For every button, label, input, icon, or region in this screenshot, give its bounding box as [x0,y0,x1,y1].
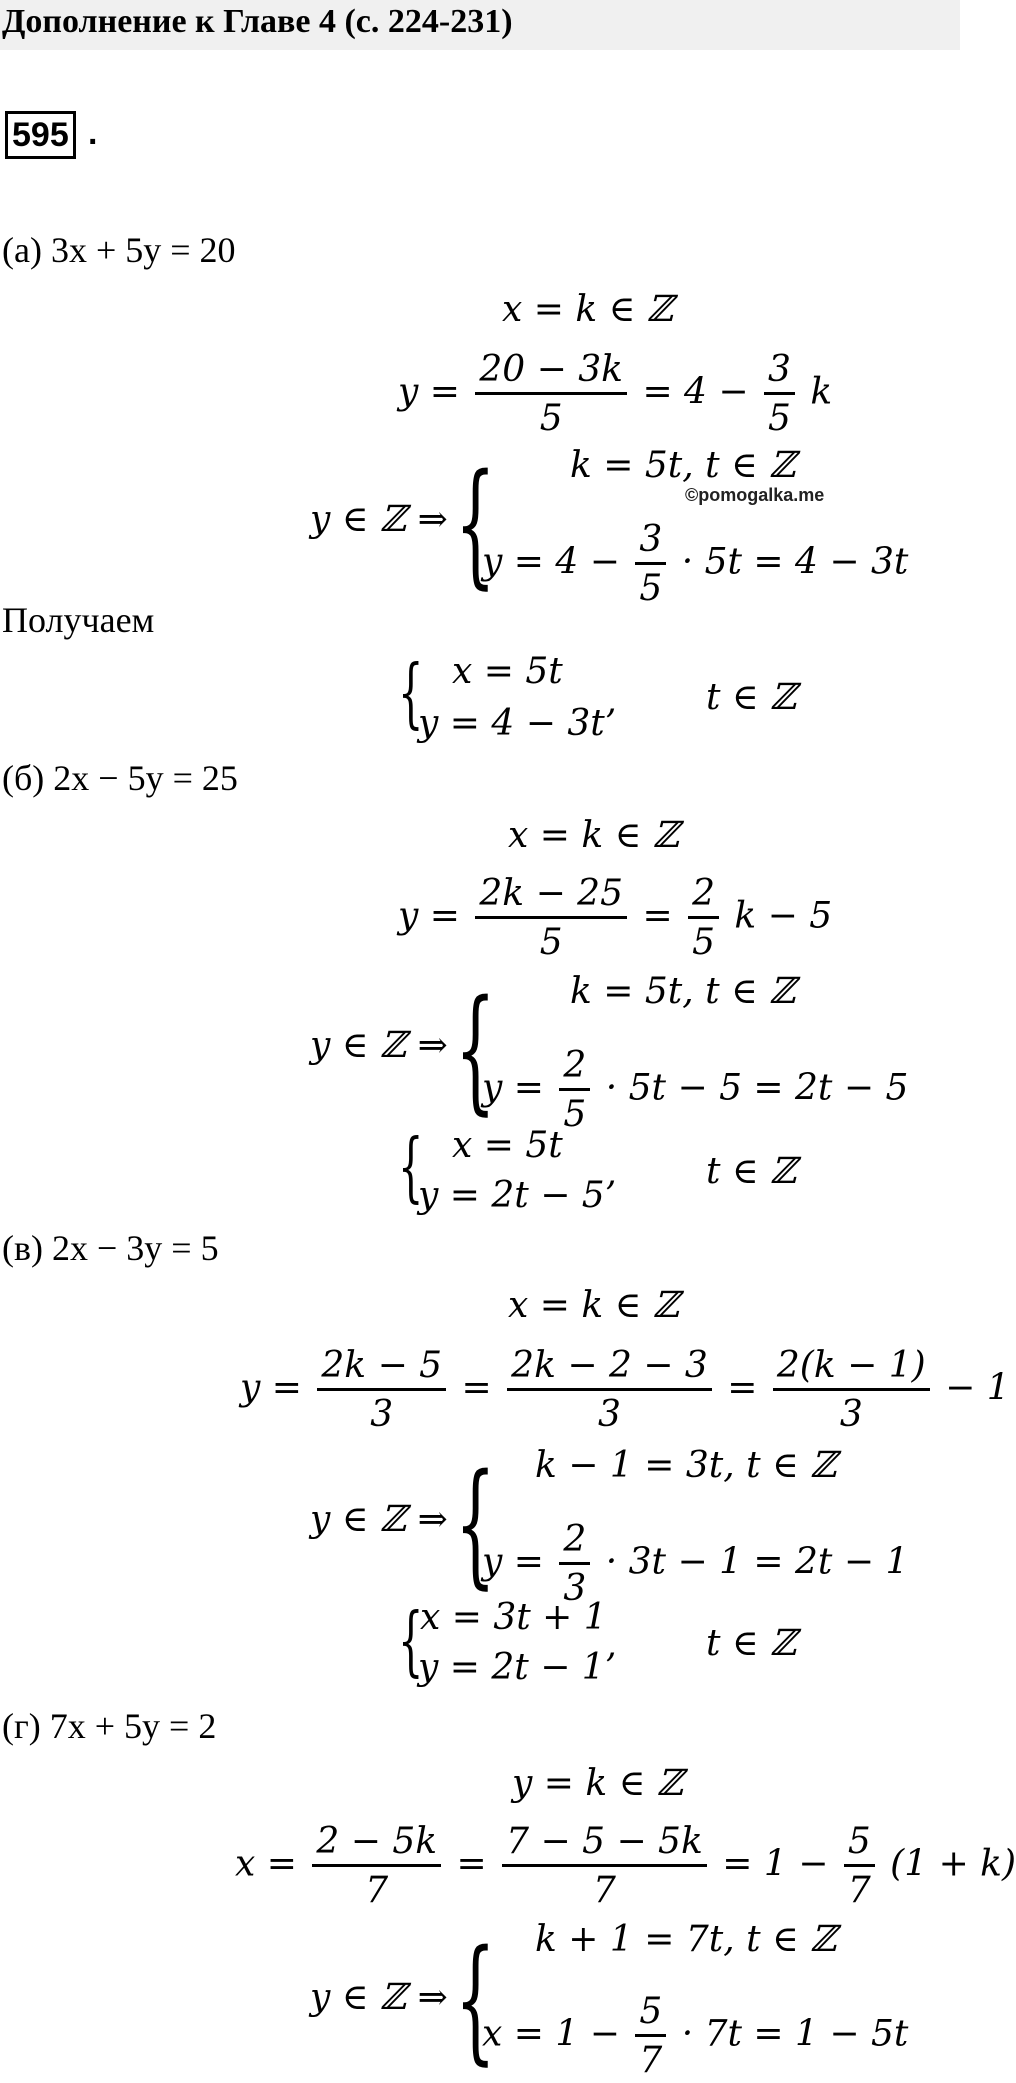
fraction [312,1820,441,1913]
part-v-line1: x = k ∈ ℤ [508,1285,679,1326]
part-a-ans1: x = 5t [452,651,563,692]
brace-icon: { [398,1598,424,1686]
fraction [317,1344,446,1437]
frac-den: 5 [692,922,715,963]
mid: = 1 − [722,1843,829,1885]
sys2-post: · 5t − 5 = 2t − 5 [605,1067,909,1109]
sys2-post: · 7t = 1 − 5t [681,2013,909,2055]
part-g-sys2 [482,1990,908,2083]
part-g-line1: y = k ∈ ℤ [512,1763,684,1804]
frac-num: 2 [559,1044,590,1091]
part-b-ans1: x = 5t [452,1125,563,1166]
part-a-cond: y ∈ ℤ ⇒ [310,499,448,540]
part-v-ans1: x = 3t + 1 [420,1597,607,1638]
part-b-cond: y ∈ ℤ ⇒ [310,1025,448,1066]
part-v-ans2: y = 2t − 1’ [418,1647,617,1688]
mid: = [642,895,673,937]
frac-num: 2k − 2 − 3 [507,1344,712,1391]
part-g-x-formula [235,1820,1016,1913]
y-lhs: y = [398,371,460,413]
frac-num: 2 [559,1518,590,1565]
part-a-ans2: y = 4 − 3t’ [418,703,617,744]
fraction [635,518,666,611]
brace-icon: { [455,1924,496,2080]
frac-num: 5 [635,1990,666,2037]
part-a-sys1: k = 5t, t ∈ ℤ [570,445,796,486]
eq-sign: = [456,1843,487,1885]
fraction [507,1344,712,1437]
sys2-post: · 3t − 1 = 2t − 1 [605,1541,909,1583]
part-v-ans-t: t ∈ ℤ [706,1623,797,1664]
brace-icon: { [398,1124,424,1212]
part-b-line1: x = k ∈ ℤ [508,815,679,856]
page-header [0,0,960,50]
sys2-pre: y = 4 − [482,541,620,583]
frac-num: 2k − 25 [475,872,627,919]
frac-den: 3 [563,1568,587,1609]
y-lhs: y = [398,895,460,937]
tail: − 1 [945,1367,1010,1409]
part-a-ans-t: t ∈ ℤ [706,677,797,718]
problem-number-dot: . [88,114,98,152]
fraction [764,348,795,441]
fraction [502,1820,707,1913]
eq-sign: = [727,1367,758,1409]
eq-sign: = [461,1367,492,1409]
frac-num: 5 [844,1820,875,1867]
frac-den: 5 [639,568,663,609]
frac-den: 5 [539,922,563,963]
tail: k − 5 [734,895,833,937]
part-a-line1: x = k ∈ ℤ [502,289,673,330]
part-b-ans-t: t ∈ ℤ [706,1151,797,1192]
frac-den: 5 [539,398,563,439]
frac-num: 2 − 5k [312,1820,441,1867]
frac-den: 3 [839,1394,863,1435]
frac-num: 2(k − 1) [773,1344,930,1391]
sys2-pre: y = [482,1541,544,1583]
part-g-cond: y ∈ ℤ ⇒ [310,1977,448,2018]
mid: = 4 − [642,371,749,413]
frac-num: 3 [764,348,795,395]
part-a-sys2 [482,518,908,611]
brace-icon: { [455,448,496,604]
brace-icon: { [455,974,496,1130]
part-g-label: (г) 7x + 5y = 2 [2,1706,217,1746]
part-g-sys1: k + 1 = 7t, t ∈ ℤ [535,1919,837,1960]
frac-num: 20 − 3k [475,348,627,395]
frac-den: 3 [598,1394,621,1435]
tail: k [810,371,833,413]
part-v-cond: y ∈ ℤ ⇒ [310,1499,448,1540]
frac-den: 7 [593,1870,616,1911]
fraction [688,872,719,965]
part-b-ans2: y = 2t − 5’ [418,1175,617,1216]
sys2-pre: y = [482,1067,544,1109]
part-a-get: Получаем [2,600,155,640]
part-a-y-formula [398,348,832,441]
fraction [475,348,627,441]
fraction [773,1344,930,1437]
fraction [844,1820,875,1913]
fraction [559,1044,590,1137]
frac-num: 2 [688,872,719,919]
frac-den: 7 [365,1870,389,1911]
problem-number: 595 [5,111,76,159]
frac-den: 7 [639,2040,663,2081]
part-a-label: (а) 3x + 5y = 20 [2,230,236,270]
x-lhs: x = [235,1843,297,1885]
fraction [635,1990,666,2083]
frac-num: 2k − 5 [317,1344,446,1391]
y-lhs: y = [240,1367,302,1409]
fraction [475,872,627,965]
brace-icon: { [455,1448,496,1604]
sys2-pre: x = 1 − [482,2013,620,2055]
frac-den: 5 [768,398,791,439]
frac-den: 7 [847,1870,871,1911]
frac-den: 5 [563,1094,587,1135]
part-v-y-formula [240,1344,1010,1437]
frac-den: 3 [370,1394,394,1435]
part-b-y-formula [398,872,832,965]
part-v-label: (в) 2x − 3y = 5 [2,1228,219,1268]
brace-icon: { [398,650,424,738]
frac-num: 3 [635,518,666,565]
sys2-post: · 5t = 4 − 3t [681,541,909,583]
part-b-sys1: k = 5t, t ∈ ℤ [570,971,796,1012]
header-title: Дополнение к Главе 4 (с. 224-231) [2,3,513,40]
part-v-sys1: k − 1 = 3t, t ∈ ℤ [535,1445,837,1486]
tail: (1 + k) [890,1843,1016,1885]
part-b-label: (б) 2x − 5y = 25 [2,758,238,798]
watermark: ©pomogalka.me [685,485,825,505]
frac-num: 7 − 5 − 5k [502,1820,707,1867]
